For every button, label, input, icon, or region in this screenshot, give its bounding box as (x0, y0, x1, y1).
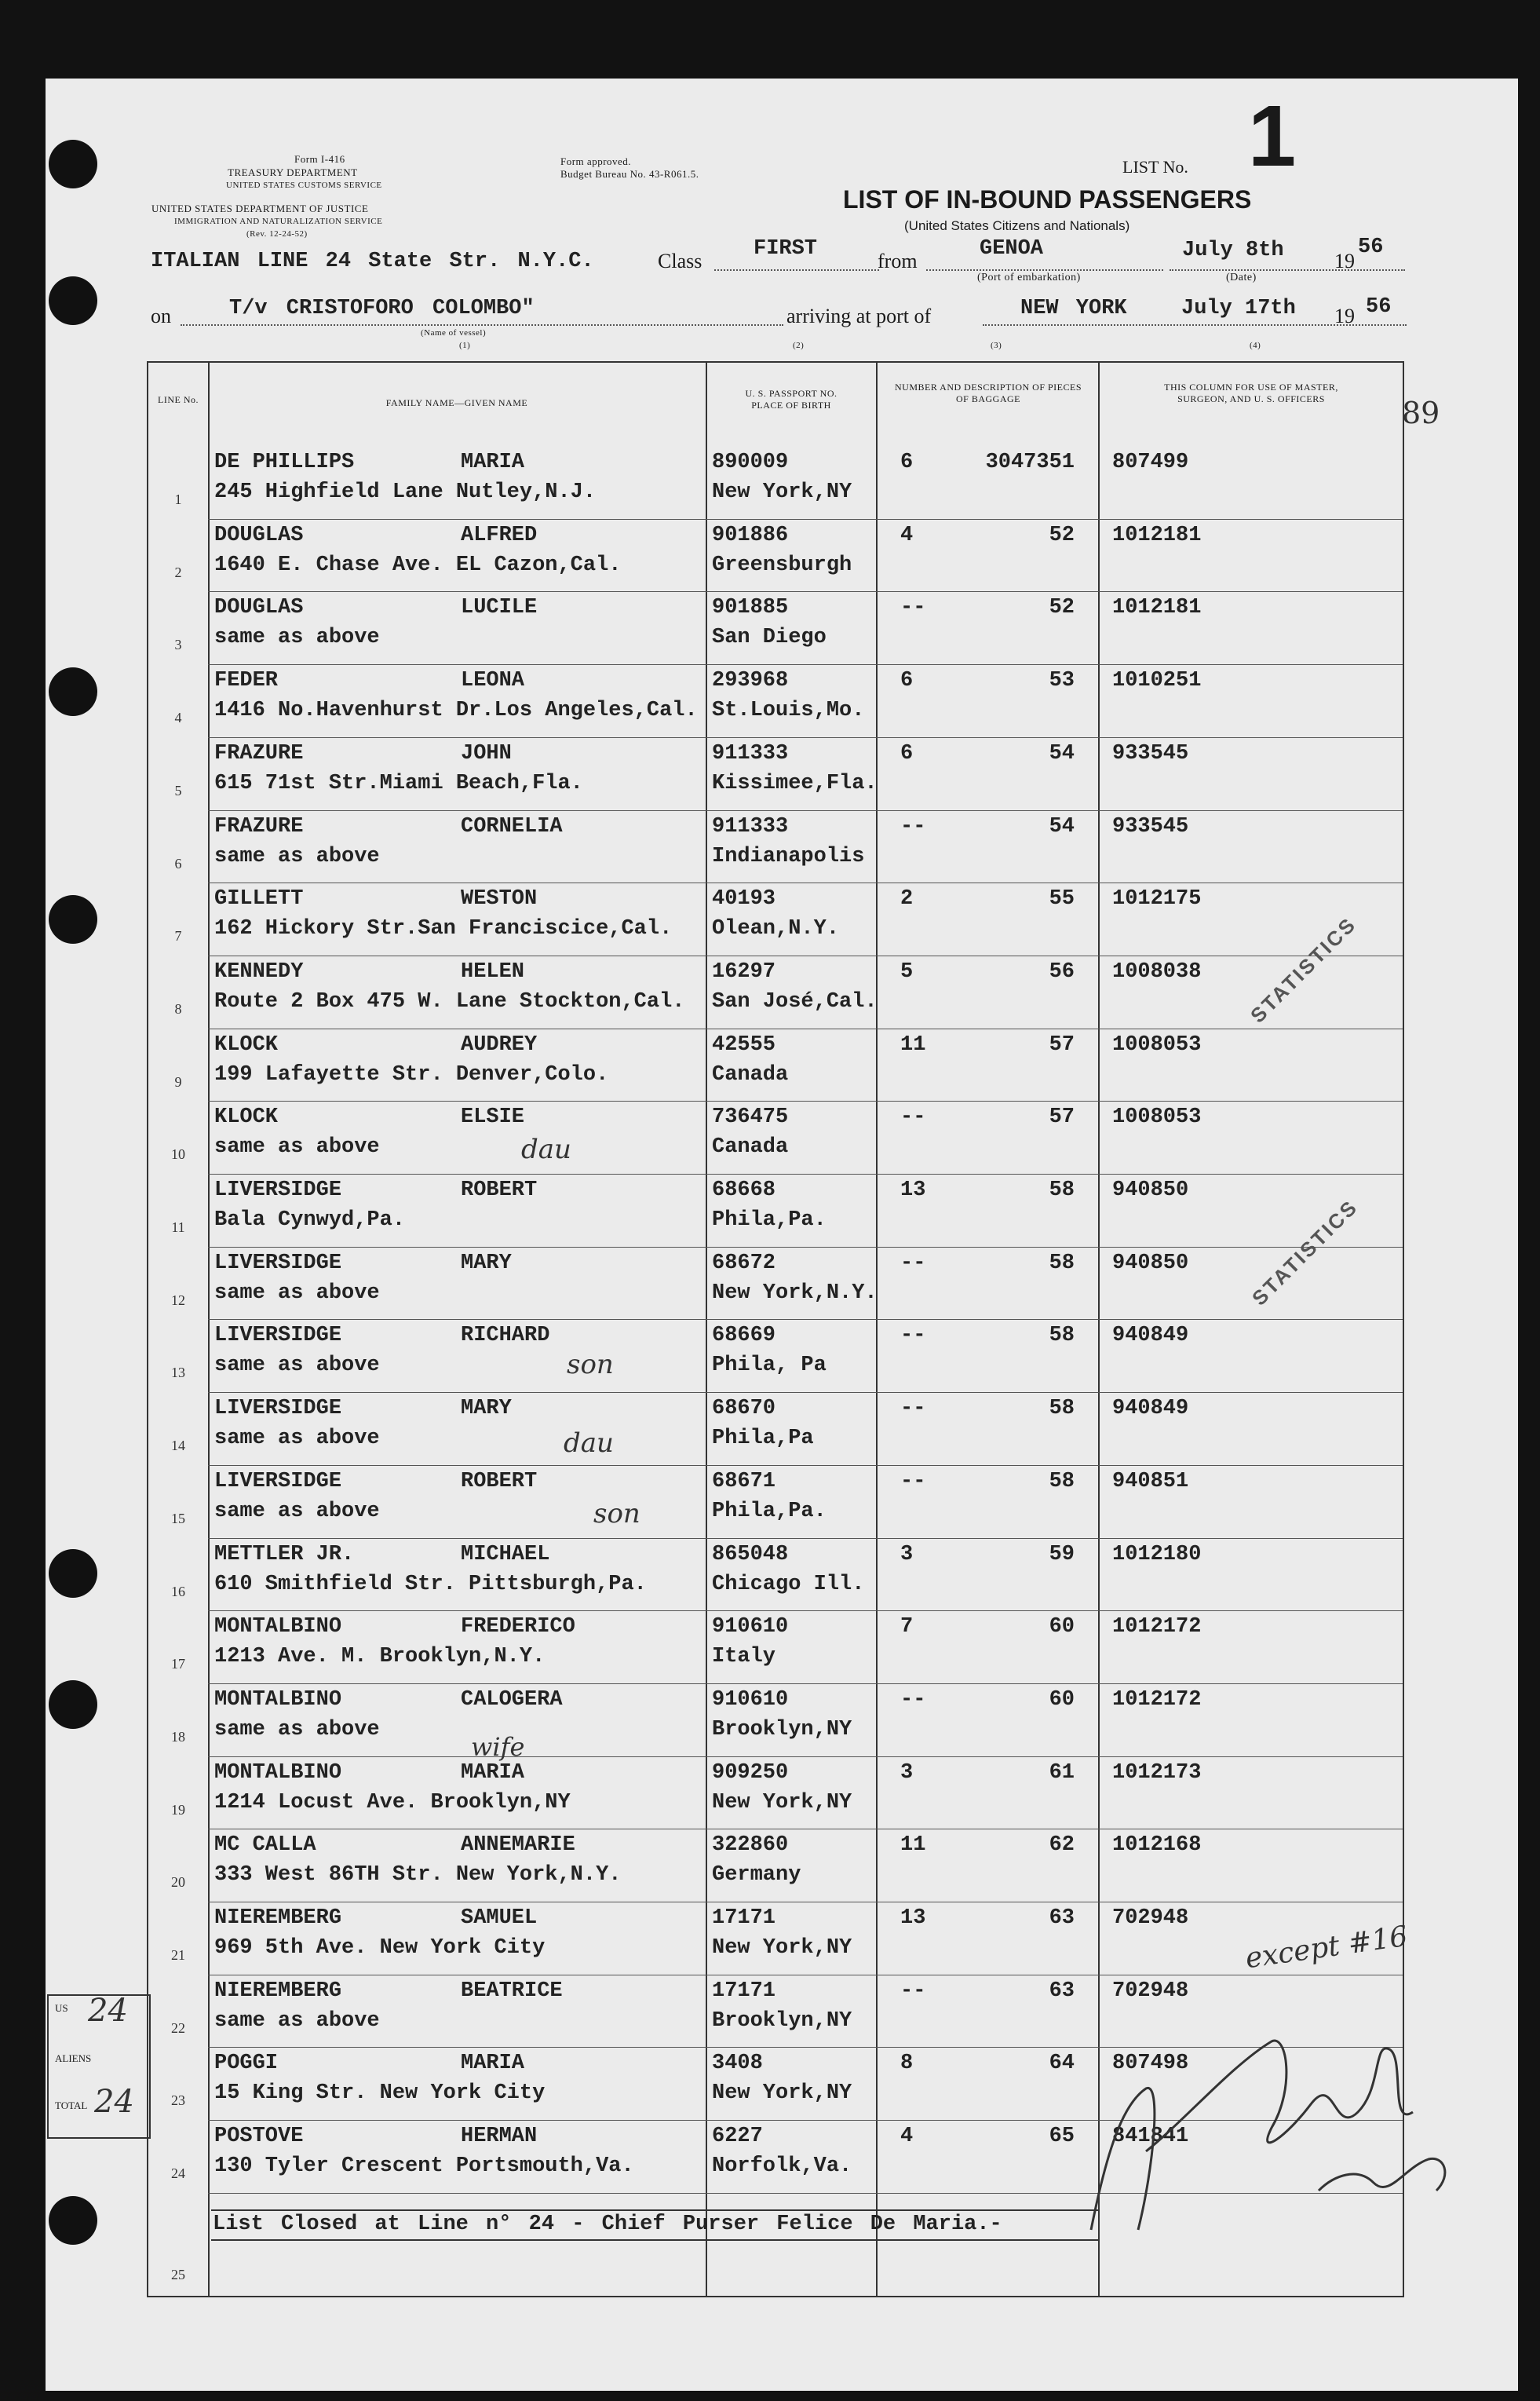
baggage-tag: 53 (1049, 669, 1075, 693)
passenger-family-name: FRAZURE (214, 814, 304, 839)
officer-code: 940850 (1112, 1179, 1189, 1202)
baggage-pieces: 11 (900, 1032, 926, 1057)
row-line-number: 3 (174, 637, 182, 653)
passenger-given-name: MARIA (461, 1760, 525, 1785)
passenger-address: same as above (214, 1354, 380, 1378)
passenger-address: 969 5th Ave. New York City (214, 1936, 546, 1960)
passenger-given-name: ANNEMARIE (461, 1833, 575, 1858)
baggage-pieces: 11 (900, 1833, 926, 1858)
baggage-tag: 60 (1049, 1615, 1075, 1639)
officer-code: 702948 (1112, 1979, 1189, 2003)
passenger-family-name: KLOCK (214, 1105, 279, 1130)
justice-dept: UNITED STATES DEPARTMENT OF JUSTICE (151, 203, 369, 214)
depart-year: 56 (1358, 236, 1384, 259)
place-of-birth: Indianapolis (712, 844, 865, 868)
header-name: FAMILY NAME—GIVEN NAME (385, 397, 528, 408)
tally-us-label: US (55, 2002, 68, 2014)
baggage-pieces: 5 (900, 959, 914, 984)
column-3-caption: (3) (991, 341, 1002, 350)
immigration-service: IMMIGRATION AND NATURALIZATION SERVICE (174, 217, 383, 226)
passenger-given-name: ELSIE (461, 1105, 525, 1130)
place-of-birth: Olean,N.Y. (712, 917, 840, 941)
row-line-number: 21 (171, 1947, 185, 1963)
passport-number: 68672 (712, 1251, 776, 1275)
baggage-tag: 58 (1049, 1251, 1075, 1275)
passenger-family-name: LIVERSIDGE (214, 1469, 342, 1493)
baggage-tag: 59 (1049, 1542, 1075, 1566)
passenger-family-name: LIVERSIDGE (214, 1251, 342, 1275)
officer-code: 1012181 (1112, 523, 1202, 547)
passport-number: 865048 (712, 1542, 789, 1566)
passenger-family-name: FRAZURE (214, 741, 304, 766)
passenger-family-name: FEDER (214, 669, 279, 693)
passport-number: 736475 (712, 1105, 789, 1130)
date-caption: (Date) (1226, 272, 1257, 283)
officer-code: 940850 (1112, 1251, 1189, 1275)
place-of-birth: New York,NY (712, 1936, 852, 1960)
place-of-birth: Brooklyn,NY (712, 2008, 852, 2033)
passport-number: 17171 (712, 1979, 776, 2003)
baggage-pieces: 4 (900, 2125, 914, 2149)
passenger-address: 1640 E. Chase Ave. EL Cazon,Cal. (214, 553, 622, 577)
passenger-family-name: MONTALBINO (214, 1615, 342, 1639)
header-passport: U. S. PASSPORT NO. PLACE OF BIRTH (745, 388, 838, 411)
place-of-birth: New York,NY (712, 1790, 852, 1814)
baggage-pieces: -- (900, 814, 926, 839)
baggage-pieces: -- (900, 1687, 926, 1712)
column-1-caption: (1) (459, 341, 471, 350)
baggage-pieces: 3 (900, 1542, 914, 1566)
passenger-address: same as above (214, 2008, 380, 2033)
baggage-pieces: -- (900, 596, 926, 620)
vessel-name: T/v CRISTOFORO COLOMBO" (229, 297, 535, 320)
baggage-pieces: -- (900, 1469, 926, 1493)
punch-hole (49, 1549, 97, 1598)
row-line-number: 11 (171, 1219, 185, 1235)
place-of-birth: Phila,Pa. (712, 1499, 827, 1523)
class-label: Class (658, 250, 702, 272)
row-line-number: 4 (174, 710, 182, 726)
officer-signature (1075, 1994, 1468, 2261)
handwritten-dau: dau (564, 1427, 614, 1459)
tally-box (47, 1994, 151, 2139)
tally-total-value: 24 (94, 2084, 134, 2120)
place-of-birth: Phila,Pa. (712, 1208, 827, 1232)
budget-bureau: Budget Bureau No. 43-R061.5. (560, 168, 699, 180)
officer-code: 702948 (1112, 1906, 1189, 1930)
place-of-birth: Greensburgh (712, 553, 852, 577)
row-line-number: 17 (171, 1656, 185, 1672)
place-of-birth: Phila,Pa (712, 1427, 814, 1451)
officer-code: 1012168 (1112, 1833, 1202, 1858)
officer-code: 1010251 (1112, 669, 1202, 693)
place-of-birth: Germany (712, 1863, 801, 1888)
passenger-given-name: HERMAN (461, 2125, 538, 2149)
column-2-caption: (2) (793, 341, 805, 350)
passenger-address: same as above (214, 1427, 380, 1451)
departure-date: July 8th (1182, 239, 1284, 262)
baggage-pieces: 2 (900, 887, 914, 912)
passport-number: 68671 (712, 1469, 776, 1493)
header-baggage: NUMBER AND DESCRIPTION OF PIECES OF BAGGAGE (894, 382, 1082, 404)
officer-code: 933545 (1112, 814, 1189, 839)
baggage-pieces: -- (900, 1979, 926, 2003)
officer-code: 807498 (1112, 2052, 1189, 2076)
passport-number: 68670 (712, 1397, 776, 1421)
place-of-birth: Canada (712, 1062, 789, 1087)
passenger-given-name: ROBERT (461, 1179, 538, 1202)
row-line-number: 16 (171, 1583, 185, 1599)
place-of-birth: New York,NY (712, 481, 852, 504)
officer-code: 940849 (1112, 1324, 1189, 1348)
baggage-pieces: 6 (900, 451, 914, 474)
passport-number: 911333 (712, 741, 789, 766)
officer-code: 1012175 (1112, 887, 1202, 912)
passenger-family-name: KENNEDY (214, 959, 304, 984)
depart-year-prefix: 19 (1334, 250, 1355, 272)
officer-code: 940849 (1112, 1397, 1189, 1421)
baggage-pieces: -- (900, 1324, 926, 1348)
passenger-address: same as above (214, 1281, 380, 1305)
passenger-family-name: LIVERSIDGE (214, 1179, 342, 1202)
passenger-given-name: MARIA (461, 451, 525, 474)
passenger-family-name: NIEREMBERG (214, 1906, 342, 1930)
closing-line-no: 25 (171, 2267, 185, 2282)
passport-number: 3408 (712, 2052, 763, 2076)
passenger-address: 1213 Ave. M. Brooklyn,N.Y. (214, 1645, 546, 1669)
treasury-dept: TREASURY DEPARTMENT (228, 166, 358, 178)
officer-code: 1012172 (1112, 1615, 1202, 1639)
place-of-birth: Norfolk,Va. (712, 2154, 852, 2179)
passenger-given-name: WESTON (461, 887, 538, 912)
row-line-number: 7 (174, 928, 182, 945)
arrive-year-prefix: 19 (1334, 305, 1355, 327)
punch-hole (49, 1680, 97, 1729)
passenger-given-name: MARY (461, 1251, 512, 1275)
passport-number: 42555 (712, 1032, 776, 1057)
passenger-family-name: POSTOVE (214, 2125, 304, 2149)
baggage-tag: 58 (1049, 1397, 1075, 1421)
from-label: from (878, 250, 918, 272)
baggage-tag: 3047351 (985, 451, 1075, 474)
punch-hole (49, 895, 97, 944)
arriving-label: arriving at port of (786, 305, 932, 327)
baggage-tag: 52 (1049, 596, 1075, 620)
officer-code: 807499 (1112, 451, 1189, 474)
passport-number: 6227 (712, 2125, 763, 2149)
passport-number: 910610 (712, 1687, 789, 1712)
passenger-given-name: MICHAEL (461, 1542, 550, 1566)
handwritten-wife: wife (471, 1732, 525, 1762)
baggage-tag: 60 (1049, 1687, 1075, 1712)
passport-number: 322860 (712, 1833, 789, 1858)
header-officers: THIS COLUMN FOR USE OF MASTER, SURGEON, AND U. S. OFFICERS (1164, 382, 1338, 404)
baggage-tag: 64 (1049, 2052, 1075, 2076)
customs-service: UNITED STATES CUSTOMS SERVICE (226, 181, 382, 190)
passenger-address: Bala Cynwyd,Pa. (214, 1208, 406, 1232)
passenger-family-name: METTLER JR. (214, 1542, 355, 1566)
place-of-birth: New York,NY (712, 2081, 852, 2106)
baggage-pieces: 13 (900, 1179, 926, 1202)
arrive-year: 56 (1366, 295, 1392, 319)
passenger-family-name: POGGI (214, 2052, 279, 2076)
passport-number: 901886 (712, 523, 789, 547)
statistics-stamp: STATISTICS (1247, 1194, 1363, 1310)
passenger-family-name: LIVERSIDGE (214, 1397, 342, 1421)
officer-code: 1008053 (1112, 1032, 1202, 1057)
handwritten-exception-note: except #16 (1243, 1920, 1410, 1975)
officer-code: 1008053 (1112, 1105, 1202, 1130)
row-line-number: 22 (171, 2019, 185, 2036)
passenger-family-name: KLOCK (214, 1032, 279, 1057)
place-of-birth: Canada (712, 1135, 789, 1160)
baggage-pieces: 4 (900, 523, 914, 547)
passport-number: 909250 (712, 1760, 789, 1785)
baggage-tag: 61 (1049, 1760, 1075, 1785)
vessel-caption: (Name of vessel) (421, 328, 487, 338)
passenger-address: 130 Tyler Crescent Portsmouth,Va. (214, 2154, 634, 2179)
baggage-tag: 52 (1049, 523, 1075, 547)
embark-caption: (Port of embarkation) (977, 272, 1081, 283)
passenger-given-name: BEATRICE (461, 1979, 563, 2003)
passenger-given-name: MARY (461, 1397, 512, 1421)
baggage-tag: 57 (1049, 1105, 1075, 1130)
passenger-family-name: MONTALBINO (214, 1760, 342, 1785)
passenger-given-name: CORNELIA (461, 814, 563, 839)
place-of-birth: Chicago Ill. (712, 1572, 865, 1596)
passenger-given-name: RICHARD (461, 1324, 550, 1348)
passenger-address: same as above (214, 844, 380, 868)
baggage-tag: 62 (1049, 1833, 1075, 1858)
passport-number: 40193 (712, 887, 776, 912)
passenger-address: 199 Lafayette Str. Denver,Colo. (214, 1062, 609, 1087)
baggage-pieces: 7 (900, 1615, 914, 1639)
tally-aliens-label: ALIENS (55, 2052, 92, 2064)
row-line-number: 24 (171, 2165, 185, 2182)
row-line-number: 8 (174, 1000, 182, 1017)
passenger-given-name: AUDREY (461, 1032, 538, 1057)
baggage-pieces: 8 (900, 2052, 914, 2076)
row-line-number: 13 (171, 1365, 185, 1381)
form-revision: (Rev. 12-24-52) (246, 229, 308, 239)
list-no-value: 1 (1248, 88, 1297, 185)
baggage-tag: 54 (1049, 741, 1075, 766)
place-of-birth: New York,N.Y. (712, 1281, 878, 1305)
officer-code: 1008038 (1112, 959, 1202, 984)
class-value: FIRST (754, 237, 818, 261)
margin-note: 89 (1402, 396, 1440, 430)
passenger-address: same as above (214, 626, 380, 650)
passenger-given-name: ALFRED (461, 523, 538, 547)
passenger-address: 245 Highfield Lane Nutley,N.J. (214, 481, 597, 504)
officer-code: 1012172 (1112, 1687, 1202, 1712)
row-line-number: 23 (171, 2092, 185, 2109)
passport-number: 293968 (712, 669, 789, 693)
passport-number: 890009 (712, 451, 789, 474)
row-line-number: 19 (171, 1801, 185, 1818)
baggage-tag: 56 (1049, 959, 1075, 984)
place-of-birth: Phila, Pa (712, 1354, 827, 1378)
tally-total-label: TOTAL (55, 2100, 88, 2111)
passenger-given-name: CALOGERA (461, 1687, 563, 1712)
passenger-family-name: MC CALLA (214, 1833, 316, 1858)
baggage-tag: 58 (1049, 1179, 1075, 1202)
passport-number: 911333 (712, 814, 789, 839)
passenger-family-name: DOUGLAS (214, 523, 304, 547)
passenger-given-name: LUCILE (461, 596, 538, 620)
baggage-pieces: -- (900, 1397, 926, 1421)
baggage-tag: 57 (1049, 1032, 1075, 1057)
handwritten-dau: dau (521, 1134, 571, 1165)
baggage-pieces: 6 (900, 669, 914, 693)
passenger-address: 610 Smithfield Str. Pittsburgh,Pa. (214, 1572, 647, 1596)
passenger-given-name: JOHN (461, 741, 512, 766)
document-title: LIST OF IN-BOUND PASSENGERS (843, 185, 1252, 214)
place-of-birth: Brooklyn,NY (712, 1717, 852, 1741)
passenger-address: same as above (214, 1717, 380, 1741)
form-approved: Form approved. (560, 155, 632, 167)
row-line-number: 10 (171, 1146, 185, 1163)
passenger-family-name: GILLETT (214, 887, 304, 912)
baggage-pieces: -- (900, 1251, 926, 1275)
officer-code: 1012173 (1112, 1760, 1202, 1785)
place-of-birth: San José,Cal. (712, 989, 878, 1014)
baggage-tag: 63 (1049, 1979, 1075, 2003)
row-line-number: 14 (171, 1438, 185, 1454)
passport-number: 901885 (712, 596, 789, 620)
passenger-family-name: DE PHILLIPS (214, 451, 355, 474)
passenger-given-name: LEONA (461, 669, 525, 693)
passenger-given-name: SAMUEL (461, 1906, 538, 1930)
passenger-address: same as above (214, 1499, 380, 1523)
officer-code: 1012181 (1112, 596, 1202, 620)
row-line-number: 5 (174, 782, 182, 799)
passenger-given-name: HELEN (461, 959, 525, 984)
place-of-birth: Kissimee,Fla. (712, 771, 878, 795)
passenger-given-name: MARIA (461, 2052, 525, 2076)
passenger-given-name: FREDERICO (461, 1615, 575, 1639)
passenger-family-name: DOUGLAS (214, 596, 304, 620)
passenger-address: 162 Hickory Str.San Franciscice,Cal. (214, 917, 673, 941)
row-line-number: 9 (174, 1073, 182, 1090)
baggage-tag: 54 (1049, 814, 1075, 839)
passport-number: 68668 (712, 1179, 776, 1202)
form-number: Form I-416 (294, 153, 345, 165)
row-line-number: 2 (174, 564, 182, 580)
baggage-pieces: 6 (900, 741, 914, 766)
passport-number: 68669 (712, 1324, 776, 1348)
from-value: GENOA (980, 237, 1044, 261)
row-line-number: 15 (171, 1510, 185, 1526)
column-4-caption: (4) (1250, 341, 1261, 350)
handwritten-son: son (567, 1349, 614, 1380)
list-no-label: LIST No. (1122, 157, 1188, 177)
passenger-address: same as above (214, 1135, 380, 1160)
officer-code: 1012180 (1112, 1542, 1202, 1566)
arrival-date: July 17th (1181, 297, 1296, 320)
row-line-number: 6 (174, 855, 182, 872)
passenger-family-name: NIEREMBERG (214, 1979, 342, 2003)
passenger-family-name: MONTALBINO (214, 1687, 342, 1712)
baggage-tag: 63 (1049, 1906, 1075, 1930)
passport-number: 17171 (712, 1906, 776, 1930)
officer-code: 940851 (1112, 1469, 1189, 1493)
passport-number: 16297 (712, 959, 776, 984)
statistics-stamp: STATISTICS (1246, 912, 1362, 1028)
baggage-pieces: -- (900, 1105, 926, 1130)
officer-code: 841841 (1112, 2125, 1189, 2149)
place-of-birth: San Diego (712, 626, 827, 650)
punch-hole (49, 140, 97, 188)
baggage-tag: 55 (1049, 887, 1075, 912)
document-subtitle: (United States Citizens and Nationals) (904, 218, 1130, 233)
arrival-port: NEW YORK (1020, 297, 1127, 320)
place-of-birth: St.Louis,Mo. (712, 699, 865, 723)
passenger-address: 1416 No.Havenhurst Dr.Los Angeles,Cal. (214, 699, 698, 723)
punch-hole (49, 276, 97, 325)
passenger-address: 1214 Locust Ave. Brooklyn,NY (214, 1790, 571, 1814)
shipping-line: ITALIAN LINE 24 State Str. N.Y.C. (151, 250, 594, 273)
punch-hole (49, 667, 97, 716)
officer-code: 933545 (1112, 741, 1189, 766)
row-line-number: 20 (171, 1874, 185, 1891)
baggage-tag: 58 (1049, 1324, 1075, 1348)
baggage-pieces: 3 (900, 1760, 914, 1785)
passenger-family-name: LIVERSIDGE (214, 1324, 342, 1348)
list-closed-note: List Closed at Line n° 24 - Chief Purser Felice De Maria.- (211, 2209, 1100, 2241)
place-of-birth: Italy (712, 1645, 776, 1669)
row-line-number: 12 (171, 1292, 185, 1308)
baggage-pieces: 13 (900, 1906, 926, 1930)
passenger-address: 333 West 86TH Str. New York,N.Y. (214, 1863, 622, 1888)
handwritten-son: son (593, 1498, 640, 1529)
header-line-no: LINE No. (158, 394, 199, 405)
punch-hole (49, 2196, 97, 2245)
baggage-tag: 65 (1049, 2125, 1075, 2149)
passenger-address: 615 71st Str.Miami Beach,Fla. (214, 771, 583, 795)
row-line-number: 18 (171, 1728, 185, 1745)
passenger-given-name: ROBERT (461, 1469, 538, 1493)
passenger-address: Route 2 Box 475 W. Lane Stockton,Cal. (214, 989, 685, 1014)
passport-number: 910610 (712, 1615, 789, 1639)
baggage-tag: 58 (1049, 1469, 1075, 1493)
passenger-address: 15 King Str. New York City (214, 2081, 546, 2106)
on-label: on (151, 305, 171, 327)
row-line-number: 1 (174, 492, 182, 507)
tally-us-value: 24 (88, 1993, 128, 2029)
